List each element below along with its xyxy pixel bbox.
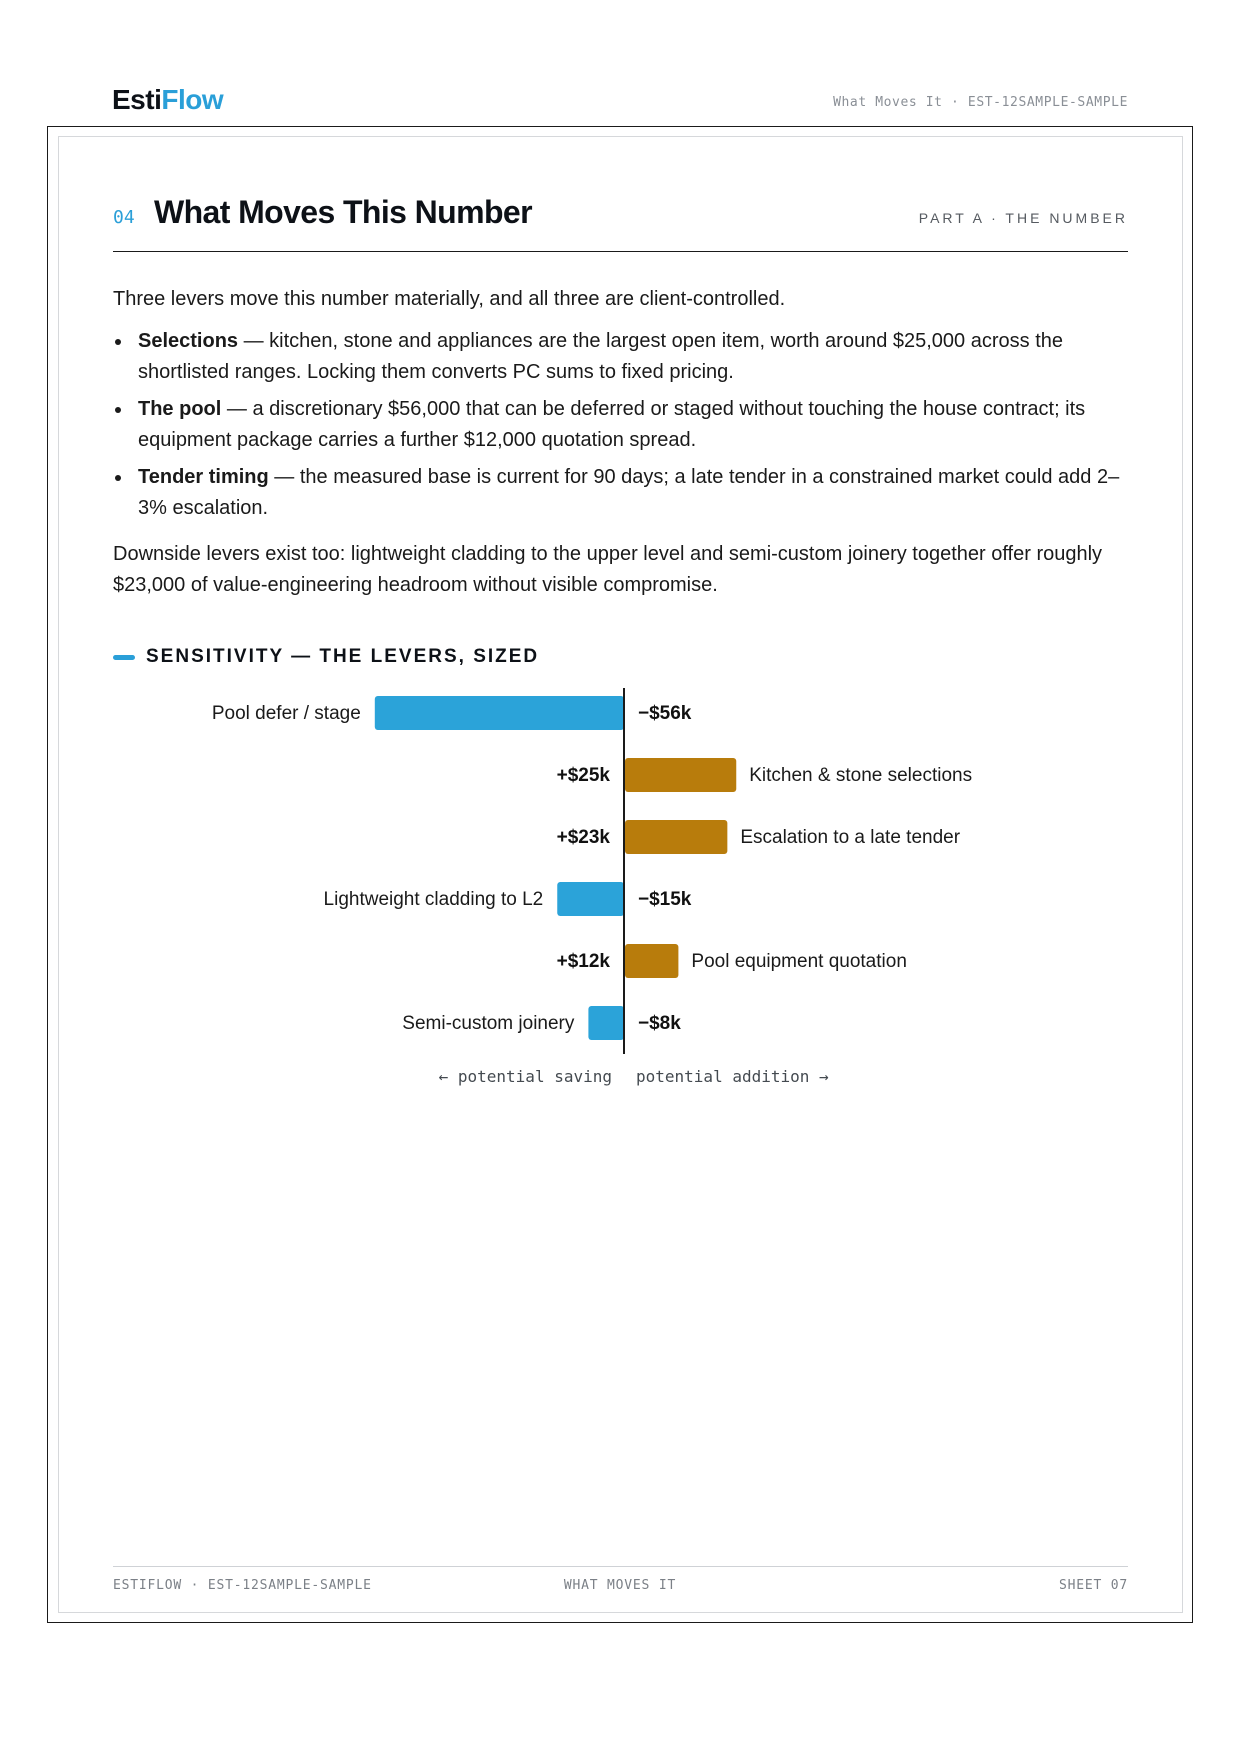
section-title: What Moves This Number: [154, 194, 532, 230]
saving-bar: [375, 696, 624, 730]
bar-category-label: Semi-custom joinery: [402, 1013, 575, 1034]
intro-paragraph: Three levers move this number materially, and all three are client-controlled.: [113, 288, 786, 310]
lever-lead: The pool: [138, 398, 222, 420]
addition-bar: [625, 944, 678, 978]
saving-bar: [588, 1006, 624, 1040]
axis-addition-label: potential addition →: [636, 1067, 829, 1086]
footer-left: ESTIFLOW · EST-12SAMPLE-SAMPLE: [113, 1578, 372, 1593]
downside-paragraph: Downside levers exist too: lightweight cladding to the upper level and semi-custom joinery together offer roughly $23,000 of value-engineering headroom without visible compromise.: [113, 543, 1103, 596]
bar-value-label: +$25k: [556, 765, 610, 786]
lever-text: — kitchen, stone and appliances are the largest open item, worth around $25,000 across the shortlisted ranges. Locking them converts PC sums to fixed pricing.: [138, 330, 1063, 383]
header-meta: What Moves It · EST-12SAMPLE-SAMPLE: [833, 95, 1128, 110]
bar-category-label: Pool defer / stage: [211, 703, 361, 724]
lever-text: — a discretionary $56,000 that can be deferred or staged without touching the house contract; its equipment package carries a further $12,000 quotation spread.: [138, 398, 1086, 451]
lever-text: — the measured base is current for 90 days; a late tender in a constrained market could add 2–3% escalation.: [138, 466, 1120, 519]
footer-center: WHAT MOVES IT: [563, 1578, 677, 1593]
addition-bar: [625, 820, 727, 854]
footer-sheet-number: SHEET 07: [1058, 1578, 1128, 1593]
lever-lead: Selections: [138, 330, 239, 352]
bar-category-label: Kitchen & stone selections: [749, 765, 973, 786]
bar-value-label: +$23k: [556, 827, 610, 848]
bar-category-label: Escalation to a late tender: [740, 827, 961, 848]
bar-category-label: Lightweight cladding to L2: [323, 889, 544, 910]
footer-divider: [113, 1566, 1128, 1567]
lever-lead: Tender timing: [138, 466, 269, 488]
brand-accent: Flow: [161, 84, 224, 115]
bar-category-label: Pool equipment quotation: [691, 951, 907, 972]
bar-value-label: −$8k: [638, 1013, 681, 1034]
section-part-label: PART A · THE NUMBER: [918, 210, 1128, 226]
bar-value-label: +$12k: [556, 951, 610, 972]
bar-value-label: −$56k: [638, 703, 692, 724]
section-number: 04: [113, 207, 135, 228]
addition-bar: [625, 758, 736, 792]
saving-bar: [557, 882, 624, 916]
chart-title: SENSITIVITY — THE LEVERS, SIZED: [146, 646, 540, 667]
brand-main: Esti: [112, 84, 162, 115]
bar-value-label: −$15k: [638, 889, 692, 910]
axis-saving-label: ← potential saving: [438, 1067, 612, 1086]
